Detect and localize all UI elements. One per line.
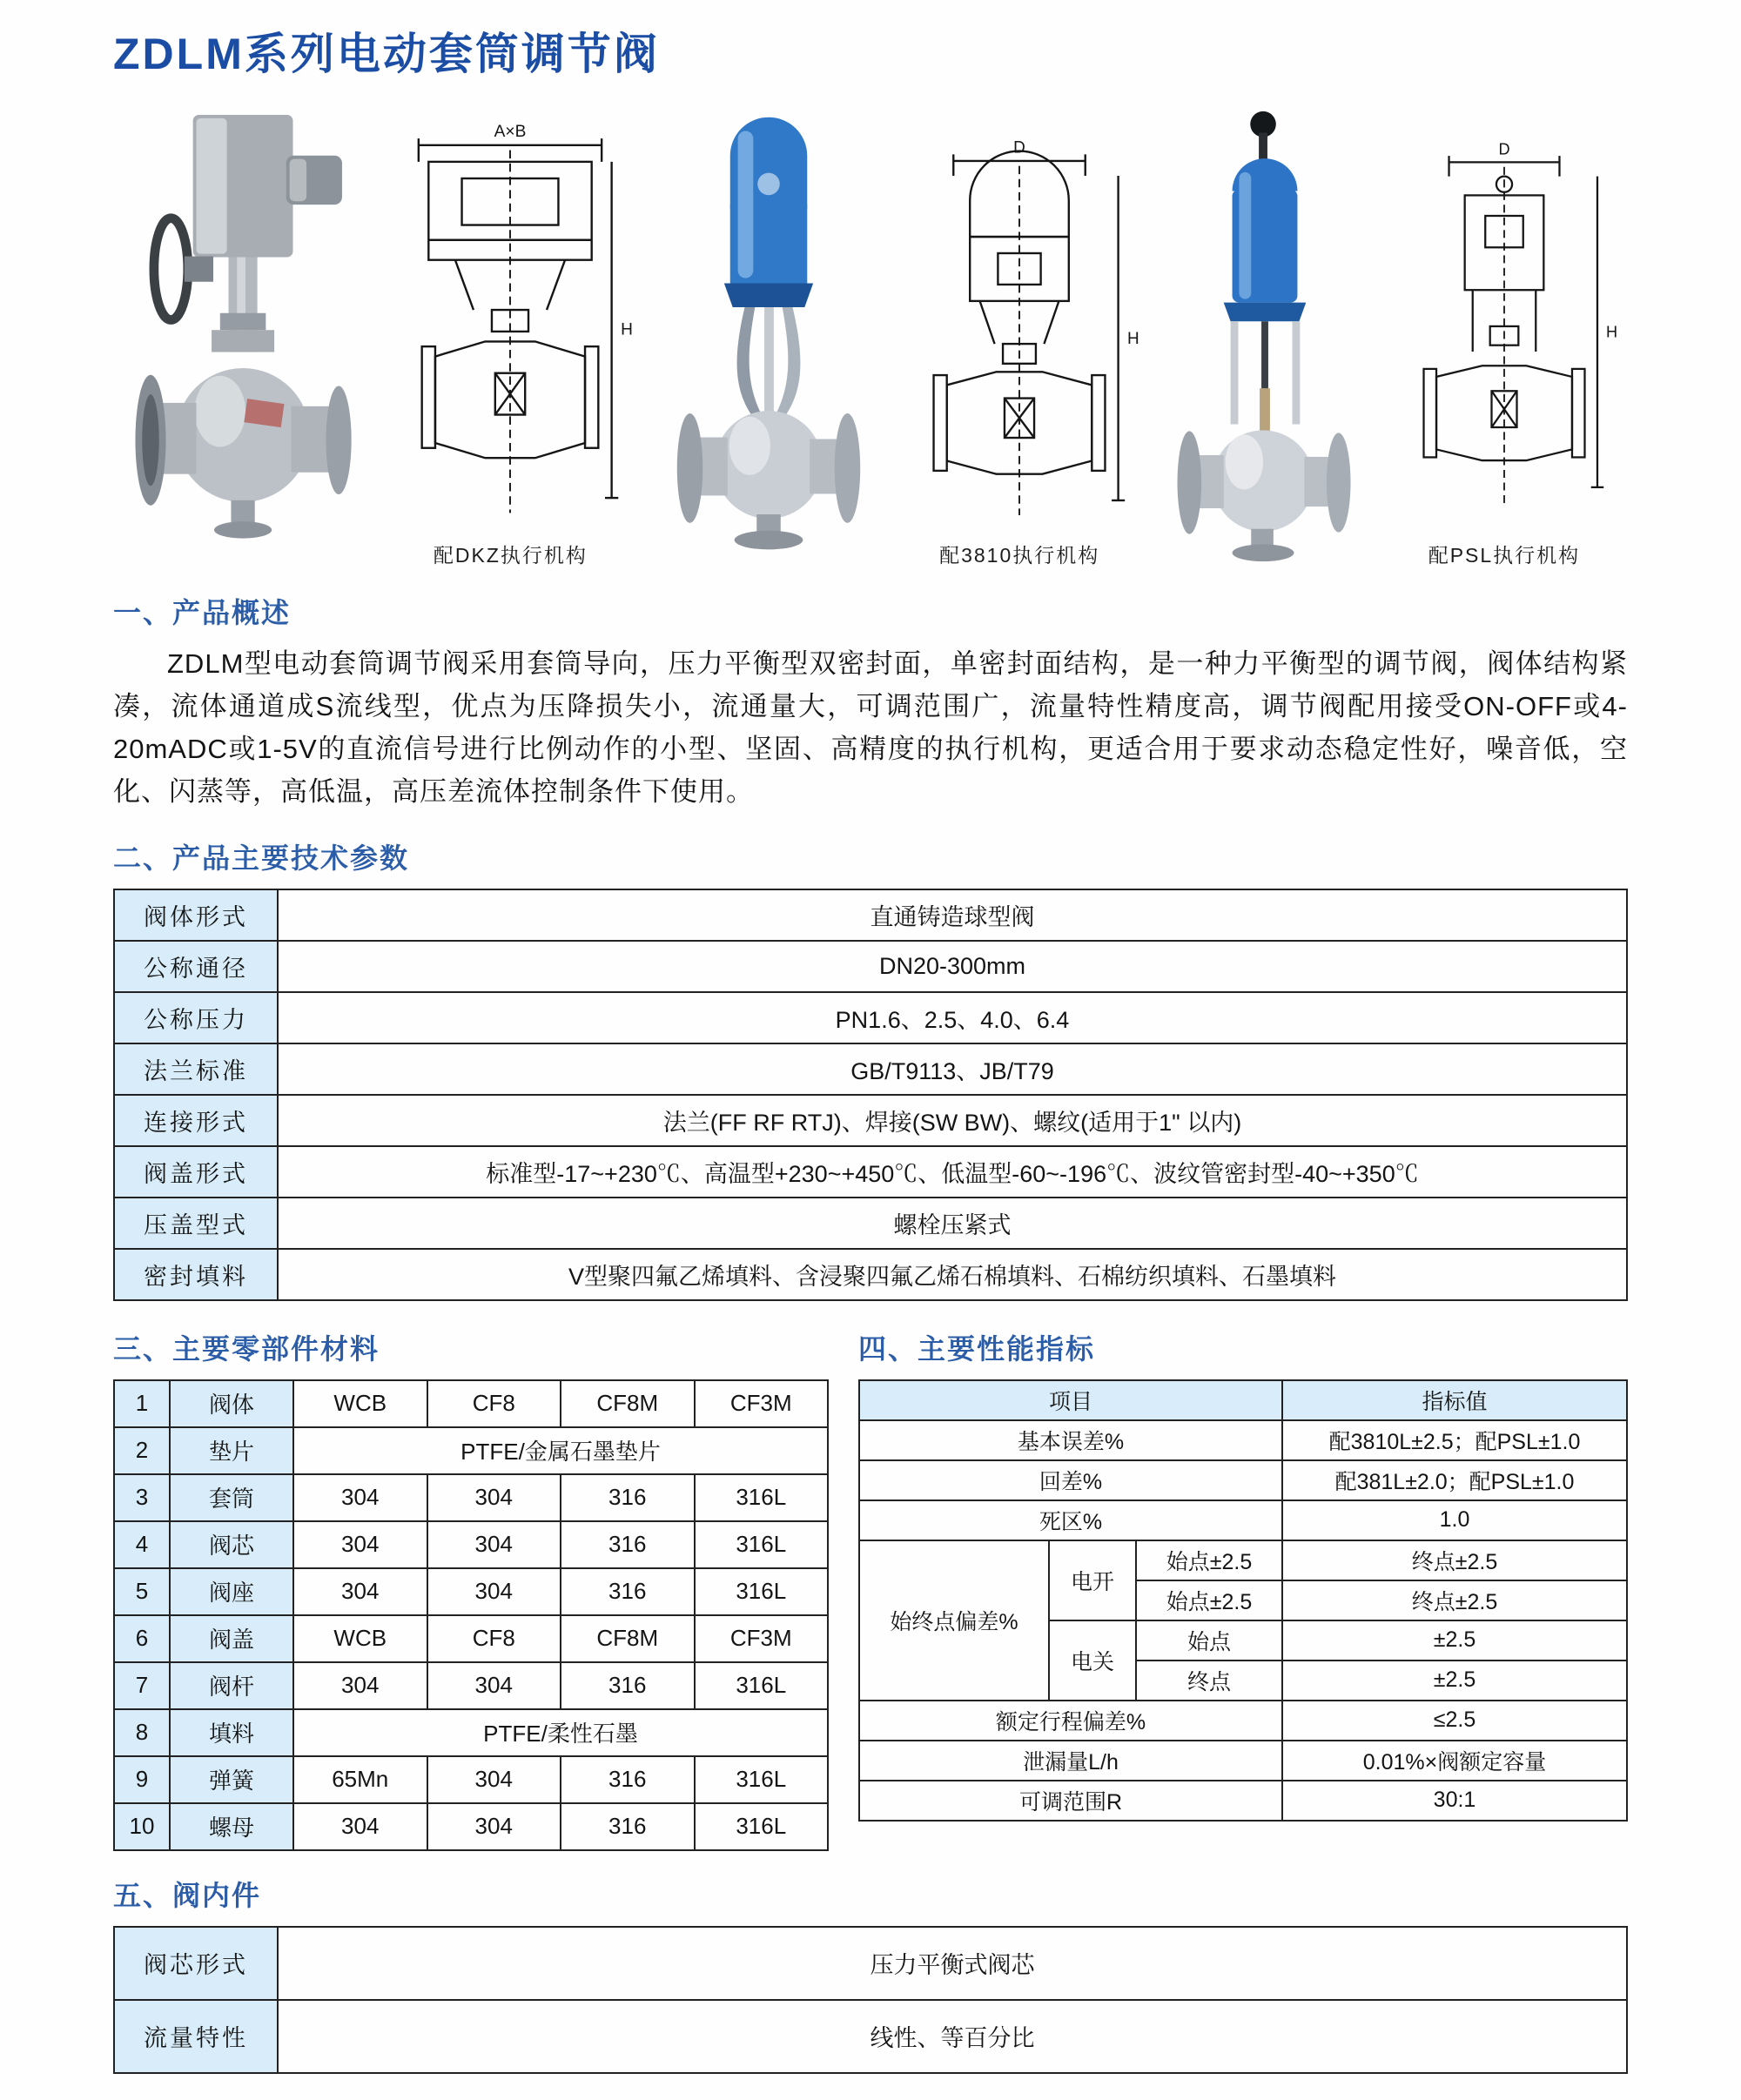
table-row — [859, 1380, 1627, 1420]
param-label: 公称通径 — [114, 941, 278, 992]
part-name: 套筒 — [170, 1474, 293, 1521]
part-name: 阀体 — [170, 1380, 293, 1427]
perf-value: ±2.5 — [1282, 1620, 1627, 1661]
perf-value: 配3810L±2.5；配PSL±1.0 — [1282, 1420, 1627, 1460]
material-cell: 316L — [695, 1474, 829, 1521]
valve-drawing-1 — [380, 122, 641, 568]
perf-label: 可调范围R — [859, 1781, 1282, 1821]
material-cell: 316 — [561, 1803, 695, 1850]
valve-photo-1 — [118, 105, 373, 568]
table-row — [114, 1709, 828, 1756]
material-cell: CF3M — [695, 1380, 829, 1427]
row-no: 10 — [114, 1803, 170, 1850]
figure-caption-1: 配DKZ执行机构 — [433, 544, 588, 567]
material-cell: 304 — [427, 1756, 561, 1803]
section-4-heading: 四、主要性能指标 — [858, 1332, 1096, 1365]
table-row — [114, 1662, 828, 1709]
material-cell: CF8 — [427, 1380, 561, 1427]
material-cell: CF8M — [561, 1615, 695, 1662]
param-value: DN20-300mm — [278, 941, 1627, 992]
table-row — [114, 2000, 1627, 2073]
figure-caption-3: 配PSL执行机构 — [1428, 544, 1581, 567]
perf-value: 0.01%×阀额定容量 — [1282, 1741, 1627, 1781]
section-2-heading: 二、产品主要技术参数 — [113, 842, 410, 874]
trim-label: 阀芯形式 — [114, 1927, 278, 2000]
part-name: 阀盖 — [170, 1615, 293, 1662]
dimension-label-top-3: D — [1498, 140, 1510, 158]
section-3-heading: 三、主要零部件材料 — [113, 1332, 380, 1365]
perf-subitem: 始点 — [1136, 1620, 1282, 1661]
section-5-heading: 五、阀内件 — [113, 1879, 262, 1911]
table-row — [859, 1701, 1627, 1741]
row-no: 4 — [114, 1521, 170, 1568]
material-cell: 304 — [427, 1803, 561, 1850]
table-row — [114, 992, 1627, 1043]
table-row — [114, 1756, 828, 1803]
part-name: 垫片 — [170, 1427, 293, 1474]
table-row — [114, 1927, 1627, 2000]
table-row — [859, 1781, 1627, 1821]
row-no: 7 — [114, 1662, 170, 1709]
valve-photo-2-image — [649, 102, 889, 568]
valve-drawing-2-image — [896, 138, 1143, 538]
table-row — [114, 941, 1627, 992]
materials-column — [113, 1305, 829, 1851]
part-name: 弹簧 — [170, 1756, 293, 1803]
part-name: 螺母 — [170, 1803, 293, 1850]
material-cell: 316L — [695, 1803, 829, 1850]
table-row — [859, 1540, 1627, 1580]
perf-label: 回差% — [859, 1460, 1282, 1500]
material-cell: 304 — [293, 1803, 427, 1850]
perf-value: 1.0 — [1282, 1500, 1627, 1540]
material-cell: 304 — [293, 1662, 427, 1709]
perf-value: ≤2.5 — [1282, 1701, 1627, 1741]
param-label: 连接形式 — [114, 1095, 278, 1146]
valve-photo-2 — [649, 102, 889, 568]
param-label: 公称压力 — [114, 992, 278, 1043]
perf-sublabel: 电关 — [1049, 1620, 1136, 1701]
material-cell: PTFE/柔性石墨 — [293, 1709, 828, 1756]
perf-label: 死区% — [859, 1500, 1282, 1540]
performance-column — [858, 1305, 1628, 1822]
table-row — [114, 1427, 828, 1474]
valve-photo-1-image — [118, 105, 373, 568]
trim-label: 流量特性 — [114, 2000, 278, 2073]
table-row — [114, 1249, 1627, 1300]
perf-label: 额定行程偏差% — [859, 1701, 1282, 1741]
material-cell: CF8M — [561, 1380, 695, 1427]
perf-sublabel: 电开 — [1049, 1540, 1136, 1620]
param-value: 螺栓压紧式 — [278, 1198, 1627, 1249]
param-value: 直通铸造球型阀 — [278, 889, 1627, 941]
table-row — [114, 1521, 828, 1568]
perf-label: 基本误差% — [859, 1420, 1282, 1460]
valve-drawing-3-image — [1386, 131, 1623, 538]
material-cell: 316 — [561, 1474, 695, 1521]
dimension-label-top-1: A×B — [494, 123, 527, 142]
perf-label: 始终点偏差% — [859, 1540, 1049, 1701]
material-cell: 316L — [695, 1662, 829, 1709]
perf-subitem: 始点±2.5 — [1136, 1580, 1282, 1620]
param-label: 压盖型式 — [114, 1198, 278, 1249]
part-name: 阀杆 — [170, 1662, 293, 1709]
table-row — [859, 1500, 1627, 1540]
table-row — [114, 1146, 1627, 1198]
row-no: 3 — [114, 1474, 170, 1521]
param-label: 密封填料 — [114, 1249, 278, 1300]
material-cell: 316L — [695, 1756, 829, 1803]
trim-value: 压力平衡式阀芯 — [278, 1927, 1627, 2000]
param-value: GB/T9113、JB/T79 — [278, 1043, 1627, 1095]
dimension-label-side-1: H — [621, 320, 634, 339]
valve-photo-3 — [1151, 105, 1379, 568]
material-cell: CF8 — [427, 1615, 561, 1662]
param-value: 法兰(FF RF RTJ)、焊接(SW BW)、螺纹(适用于1" 以内) — [278, 1095, 1627, 1146]
material-cell: 316 — [561, 1756, 695, 1803]
param-label: 阀盖形式 — [114, 1146, 278, 1198]
table-row — [859, 1741, 1627, 1781]
perf-subitem: 终点 — [1136, 1661, 1282, 1701]
material-cell: 304 — [427, 1521, 561, 1568]
material-cell: 65Mn — [293, 1756, 427, 1803]
param-value: 标准型-17~+230℃、高温型+230~+450℃、低温型-60~-196℃、波纹管密封型-40~+350℃ — [278, 1146, 1627, 1198]
section-1-heading: 一、产品概述 — [113, 597, 292, 628]
product-overview-paragraph: ZDLM型电动套筒调节阀采用套筒导向，压力平衡型双密封面，单密封面结构，是一种力平衡型的调节阀，阀体结构紧凑，流体通道成S流线型，优点为压降损失小，流通量大，可调范围广，流量特性精度高，调节阀配用接受ON-OFF或4-20mADC或1-5V的直流信号进行比例动作的小型、坚固、高精度的执行机构，更适合用于要求动态稳定性好，噪音低，空化、闪蒸等，高低温，高压差流体控制条件下使用。 — [113, 648, 1628, 807]
table-row — [114, 1615, 828, 1662]
table-row — [114, 1380, 828, 1427]
material-cell: CF3M — [695, 1615, 829, 1662]
perf-value: 终点±2.5 — [1282, 1580, 1627, 1620]
material-cell: 316L — [695, 1568, 829, 1615]
row-no: 6 — [114, 1615, 170, 1662]
material-cell: 316 — [561, 1662, 695, 1709]
dimension-label-side-2: H — [1127, 330, 1139, 349]
material-cell: 304 — [293, 1474, 427, 1521]
table-row — [114, 1198, 1627, 1249]
material-cell: 316L — [695, 1521, 829, 1568]
table-row — [114, 889, 1627, 941]
row-no: 9 — [114, 1756, 170, 1803]
material-cell: 304 — [293, 1568, 427, 1615]
material-cell: 304 — [427, 1474, 561, 1521]
param-label: 法兰标准 — [114, 1043, 278, 1095]
valve-drawing-1-image — [380, 122, 641, 538]
two-column-area — [113, 1305, 1628, 1851]
table-row — [859, 1420, 1627, 1460]
perf-subitem: 始点±2.5 — [1136, 1540, 1282, 1580]
figure-caption-2: 配3810执行机构 — [939, 544, 1100, 567]
material-cell: WCB — [293, 1380, 427, 1427]
row-no: 1 — [114, 1380, 170, 1427]
dimension-label-top-2: D — [1013, 138, 1026, 158]
dimension-label-side-3: H — [1605, 323, 1618, 341]
material-cell: 316 — [561, 1568, 695, 1615]
table-row — [114, 1095, 1627, 1146]
param-value: V型聚四氟乙烯填料、含浸聚四氟乙烯石棉填料、石棉纺织填料、石墨填料 — [278, 1249, 1627, 1300]
perf-value: 配381L±2.0；配PSL±1.0 — [1282, 1460, 1627, 1500]
material-cell: 304 — [427, 1568, 561, 1615]
column-header-item: 项目 — [859, 1380, 1282, 1420]
trim-table — [113, 1926, 1628, 2074]
material-cell: WCB — [293, 1615, 427, 1662]
table-row — [114, 1043, 1627, 1095]
material-cell: 316 — [561, 1521, 695, 1568]
param-value: PN1.6、2.5、4.0、6.4 — [278, 992, 1627, 1043]
trim-value: 线性、等百分比 — [278, 2000, 1627, 2073]
material-cell: PTFE/金属石墨垫片 — [293, 1427, 828, 1474]
performance-table — [858, 1379, 1628, 1822]
perf-value: ±2.5 — [1282, 1661, 1627, 1701]
materials-table — [113, 1379, 829, 1851]
valve-drawing-3 — [1386, 131, 1623, 568]
table-row — [859, 1460, 1627, 1500]
part-name: 阀座 — [170, 1568, 293, 1615]
page-title: ZDLM系列电动套筒调节阀 — [113, 30, 660, 78]
technical-parameters-table — [113, 889, 1628, 1301]
row-no: 2 — [114, 1427, 170, 1474]
param-label: 阀体形式 — [114, 889, 278, 941]
valve-drawing-2 — [896, 138, 1143, 568]
perf-value: 终点±2.5 — [1282, 1540, 1627, 1580]
part-name: 填料 — [170, 1709, 293, 1756]
material-cell: 304 — [293, 1521, 427, 1568]
table-row — [114, 1474, 828, 1521]
product-figures — [118, 94, 1623, 568]
valve-photo-3-image — [1151, 105, 1379, 568]
row-no: 5 — [114, 1568, 170, 1615]
row-no: 8 — [114, 1709, 170, 1756]
table-row — [114, 1803, 828, 1850]
material-cell: 304 — [427, 1662, 561, 1709]
table-row — [114, 1568, 828, 1615]
perf-label: 泄漏量L/h — [859, 1741, 1282, 1781]
part-name: 阀芯 — [170, 1521, 293, 1568]
column-header-value: 指标值 — [1282, 1380, 1627, 1420]
perf-value: 30:1 — [1282, 1781, 1627, 1821]
